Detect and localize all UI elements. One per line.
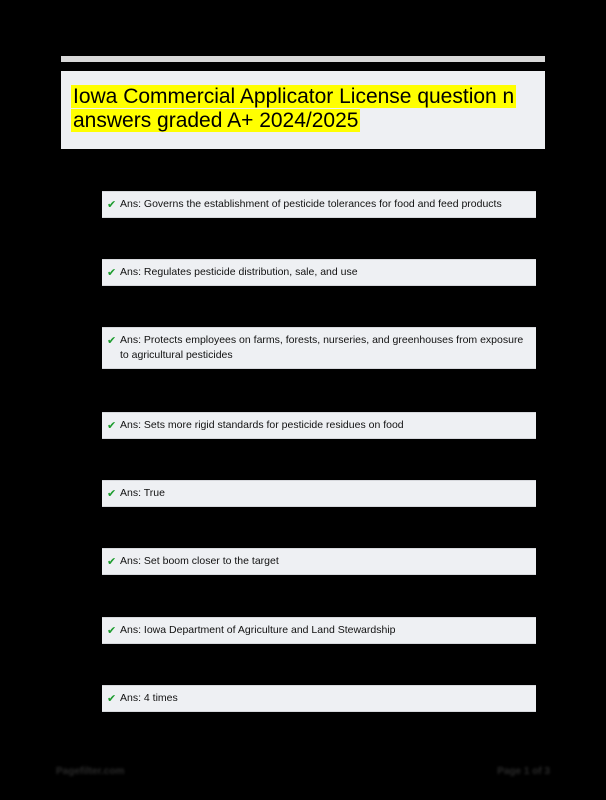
answer-text: Ans: 4 times <box>120 692 178 704</box>
answer-box <box>102 548 536 575</box>
answer-box <box>102 259 536 286</box>
answer-text: Ans: Regulates pesticide distribution, sale, and use <box>120 266 358 278</box>
title-box <box>61 71 545 149</box>
header-rule <box>61 56 545 62</box>
answer-box <box>102 412 536 439</box>
answer-box <box>102 480 536 507</box>
answer-text: Ans: Sets more rigid standards for pesticide residues on food <box>120 419 404 431</box>
answer-box <box>102 685 536 712</box>
answer-box <box>102 327 536 369</box>
answer-text: Ans: Iowa Department of Agriculture and Land Stewardship <box>120 624 396 636</box>
check-icon: ✔ <box>107 624 117 637</box>
answer-box <box>102 191 536 218</box>
check-icon: ✔ <box>107 198 117 211</box>
document-title <box>71 85 535 133</box>
answer-text: Ans: Governs the establishment of pesticide tolerances for food and feed products <box>120 198 502 210</box>
check-icon: ✔ <box>107 334 117 347</box>
answer-text: Ans: Set boom closer to the target <box>120 555 279 567</box>
answer-text: Ans: Protects employees on farms, forests, nurseries, and greenhouses from exposure to agricultural pesticides <box>120 334 524 361</box>
answer-box <box>102 617 536 644</box>
check-icon: ✔ <box>107 555 117 568</box>
footer-site: Pagefilter.com <box>56 766 125 777</box>
check-icon: ✔ <box>107 266 117 279</box>
answer-text: Ans: True <box>120 487 165 499</box>
check-icon: ✔ <box>107 692 117 705</box>
footer-page-number: Page 1 of 3 <box>497 766 550 777</box>
check-icon: ✔ <box>107 487 117 500</box>
document-title-text: Iowa Commercial Applicator License question n answers graded A+ 2024/2025 <box>73 85 515 132</box>
check-icon: ✔ <box>107 419 117 432</box>
